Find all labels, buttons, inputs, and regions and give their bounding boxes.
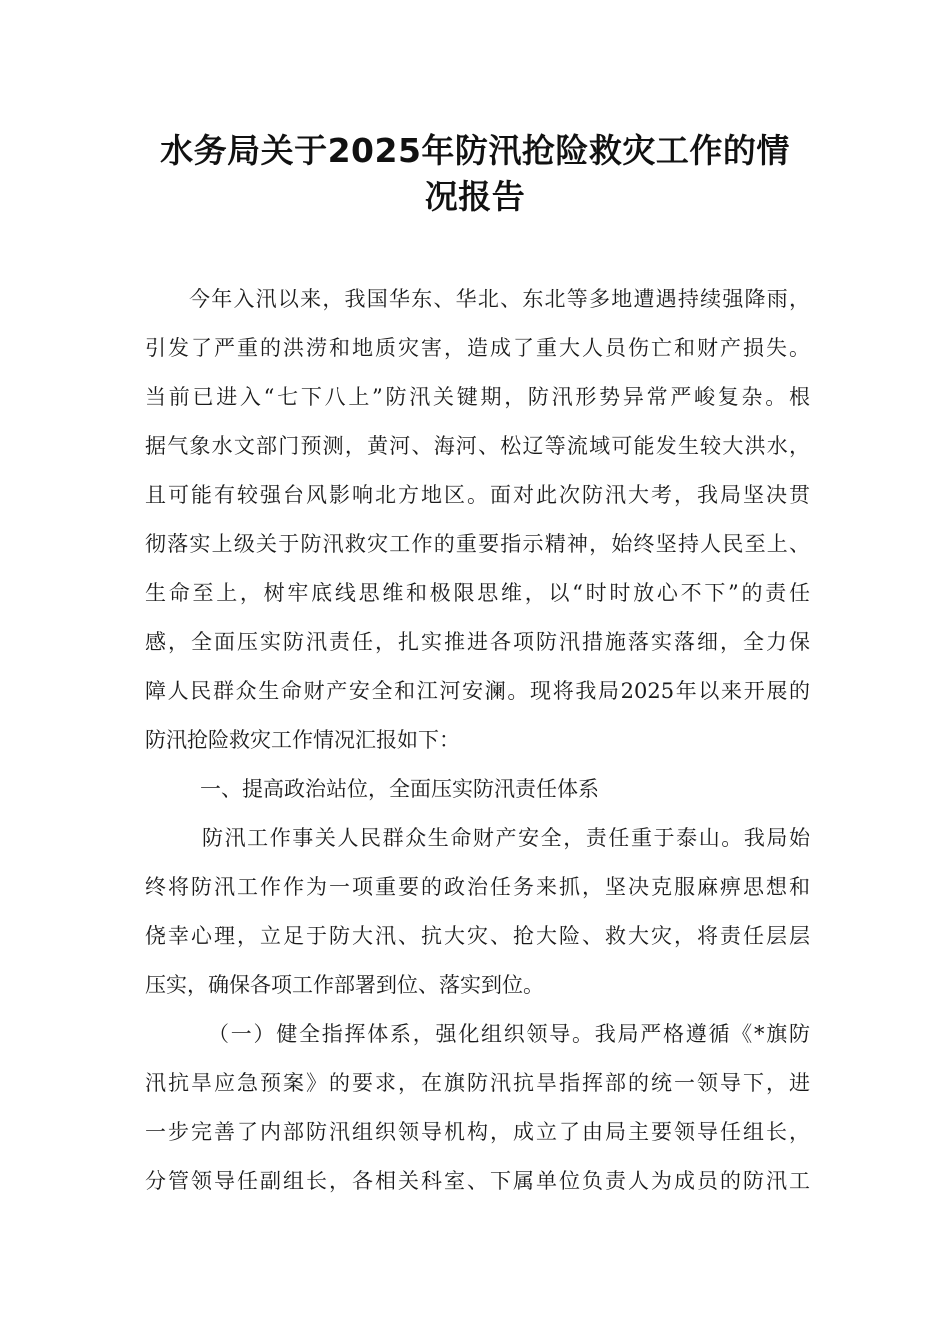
text-line: 当前已进入“七下八上”防汛关键期，防汛形势异常严峻复杂。根 [145,385,810,409]
text-line: 引发了严重的洪涝和地质灾害，造成了重大人员伤亡和财产损失。 [145,336,810,360]
text-line: 侥幸心理，立足于防大汛、抗大灾、抢大险、救大灾，将责任层层 [145,924,810,948]
text-line: 一步完善了内部防汛组织领导机构，成立了由局主要领导任组长， [145,1120,810,1144]
text-line: 据气象水文部门预测，黄河、海河、松辽等流域可能发生较大洪水， [145,434,810,458]
paragraph-command-system [145,1010,810,1206]
text-line: 且可能有较强台风影响北方地区。面对此次防汛大考，我局坚决贯 [145,483,810,507]
text-line: 感，全面压实防汛责任，扎实推进各项防汛措施落实落细，全力保 [145,630,810,654]
paragraph-responsibility [145,814,810,1010]
document-title [120,128,830,220]
text-line: 分管领导任副组长，各相关科室、下属单位负责人为成员的防汛工 [145,1169,810,1193]
text-line: 障人民群众生命财产安全和江河安澜。现将我局2025年以来开展的 [145,679,810,703]
text-line: 今年入汛以来，我国华东、华北、东北等多地遭遇持续强降雨， [189,287,810,311]
paragraph-intro [145,275,810,765]
title-line-2: 况报告 [424,177,526,216]
text-line: 防汛工作事关人民群众生命财产安全，责任重于泰山。我局始 [202,826,810,850]
title-line-1: 水务局关于2025年防汛抢险救灾工作的情 [160,131,790,170]
text-line: 终将防汛工作作为一项重要的政治任务来抓，坚决克服麻痹思想和 [145,875,810,899]
document-body [145,275,810,1206]
section-heading-1: 一、提高政治站位，全面压实防汛责任体系 [200,777,599,801]
text-line: 生命至上，树牢底线思维和极限思维，以“时时放心不下”的责任 [145,581,810,605]
text-line: 汛抗旱应急预案》的要求，在旗防汛抗旱指挥部的统一领导下，进 [145,1071,810,1095]
text-line: 压实，确保各项工作部署到位、落实到位。 [145,973,544,997]
text-line: 彻落实上级关于防汛救灾工作的重要指示精神，始终坚持人民至上、 [145,532,810,556]
text-line: （一）健全指挥体系，强化组织领导。我局严格遵循《*旗防 [208,1022,810,1046]
text-line: 防汛抢险救灾工作情况汇报如下： [145,728,460,752]
